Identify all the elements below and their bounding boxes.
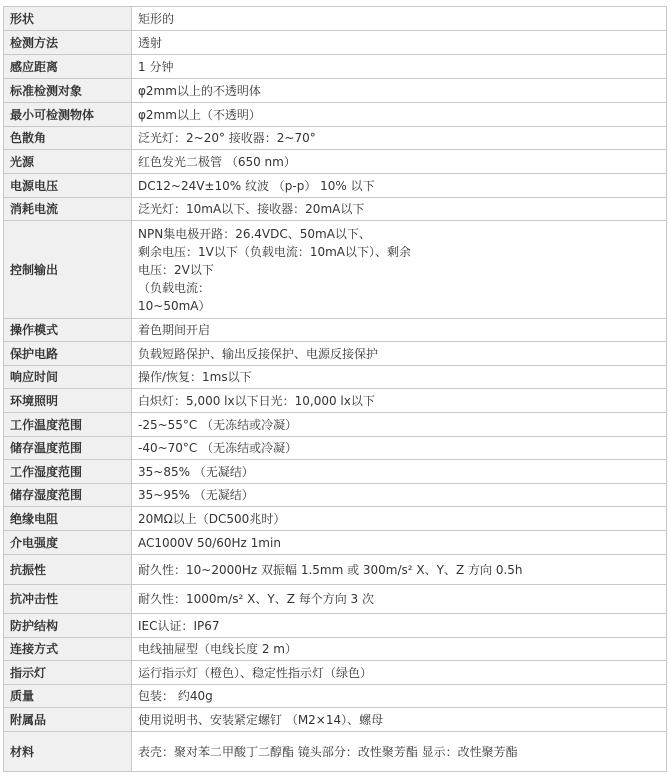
table-row [4,389,667,413]
spec-value: 负载短路保护、输出反接保护、电源反接保护 [132,342,667,366]
spec-value: 着色期间开启 [132,319,667,342]
spec-value: φ2mm以上（不透明） [132,103,667,127]
spec-label: 储存温度范围 [4,437,132,460]
spec-label: 绝缘电阻 [4,507,132,531]
spec-value: -25~55°C （无冻结或冷凝） [132,413,667,437]
spec-value: 泛光灯：10mA以下、接收器：20mA以下 [132,198,667,221]
spec-label: 检测方法 [4,31,132,55]
spec-value: 红色发光二极管 （650 nm） [132,150,667,174]
spec-value: 耐久性：1000m/s² X、Y、Z 每个方向 3 次 [132,585,667,614]
spec-label: 指示灯 [4,661,132,685]
spec-value: 1 分钟 [132,55,667,79]
spec-label: 标准检测对象 [4,79,132,103]
table-row [4,7,667,31]
table-row [4,460,667,484]
spec-value: 电线抽屉型（电线长度 2 m） [132,638,667,661]
spec-label: 形状 [4,7,132,31]
spec-table [3,6,667,772]
spec-value: φ2mm以上的不透明体 [132,79,667,103]
spec-value-line: NPN集电极开路：26.4VDC、50mA以下、 [138,226,371,241]
spec-label: 色散角 [4,127,132,150]
spec-value: IEC认证：IP67 [132,614,667,638]
spec-value: 白炽灯：5,000 lx以下日光：10,000 lx以下 [132,389,667,413]
table-row [4,150,667,174]
spec-label: 操作模式 [4,319,132,342]
spec-table-body [4,7,667,772]
spec-label: 抗冲击性 [4,585,132,614]
spec-label: 环境照明 [4,389,132,413]
spec-label: 响应时间 [4,366,132,389]
spec-value-line: 电压：2V以下 [138,262,214,277]
spec-label: 最小可检测物体 [4,103,132,127]
spec-value-line: 10~50mA） [138,298,211,313]
spec-label: 材料 [4,732,132,772]
spec-value-line: （负载电流： [138,280,211,295]
spec-label: 电源电压 [4,174,132,198]
spec-value: 20MΩ以上（DC500兆时） [132,507,667,531]
spec-label: 储存湿度范围 [4,484,132,507]
spec-label: 抗振性 [4,555,132,585]
spec-label: 光源 [4,150,132,174]
spec-label: 质量 [4,685,132,708]
table-row [4,366,667,389]
table-row [4,732,667,772]
spec-value-line: 表壳：聚对苯二甲酸丁二醇酯 镜头部分：改性聚芳酯 显示：改性聚芳酯 [138,744,518,759]
table-row [4,531,667,555]
spec-label: 介电强度 [4,531,132,555]
spec-label: 消耗电流 [4,198,132,221]
table-row [4,638,667,661]
table-row [4,342,667,366]
spec-label: 保护电路 [4,342,132,366]
spec-value [132,732,667,772]
spec-value: 操作/恢复：1ms以下 [132,366,667,389]
spec-value: 35~95% （无凝结） [132,484,667,507]
spec-value: AC1000V 50/60Hz 1min [132,531,667,555]
table-row [4,198,667,221]
spec-value: 泛光灯：2~20° 接收器：2~70° [132,127,667,150]
table-row [4,708,667,732]
table-row [4,79,667,103]
table-row [4,103,667,127]
spec-value: 耐久性：10~2000Hz 双振幅 1.5mm 或 300m/s² X、Y、Z 方向 0.5h [132,555,667,585]
spec-label: 连接方式 [4,638,132,661]
table-row [4,437,667,460]
table-row [4,507,667,531]
spec-value: 35~85% （无凝结） [132,460,667,484]
spec-value [132,221,667,319]
table-row [4,221,667,319]
table-row [4,319,667,342]
table-row [4,31,667,55]
spec-value: 包装： 约40g [132,685,667,708]
spec-value: DC12~24V±10% 纹波 （p-p） 10% 以下 [132,174,667,198]
table-row [4,484,667,507]
table-row [4,555,667,585]
table-row [4,585,667,614]
table-row [4,413,667,437]
table-row [4,661,667,685]
spec-value: 运行指示灯（橙色）、稳定性指示灯（绿色） [132,661,667,685]
spec-label: 附属品 [4,708,132,732]
table-row [4,127,667,150]
table-row [4,55,667,79]
table-row [4,614,667,638]
spec-value: 使用说明书、安装紧定螺钉 （M2×14）、螺母 [132,708,667,732]
table-row [4,685,667,708]
table-row [4,174,667,198]
spec-label: 工作温度范围 [4,413,132,437]
spec-label: 工作湿度范围 [4,460,132,484]
spec-label: 控制输出 [4,221,132,319]
spec-value: 矩形的 [132,7,667,31]
spec-value: 透射 [132,31,667,55]
spec-value-line: 剩余电压：1V以下（负载电流：10mA以下）、剩余 [138,244,412,259]
spec-label: 防护结构 [4,614,132,638]
spec-value: -40~70°C （无冻结或冷凝） [132,437,667,460]
spec-label: 感应距离 [4,55,132,79]
